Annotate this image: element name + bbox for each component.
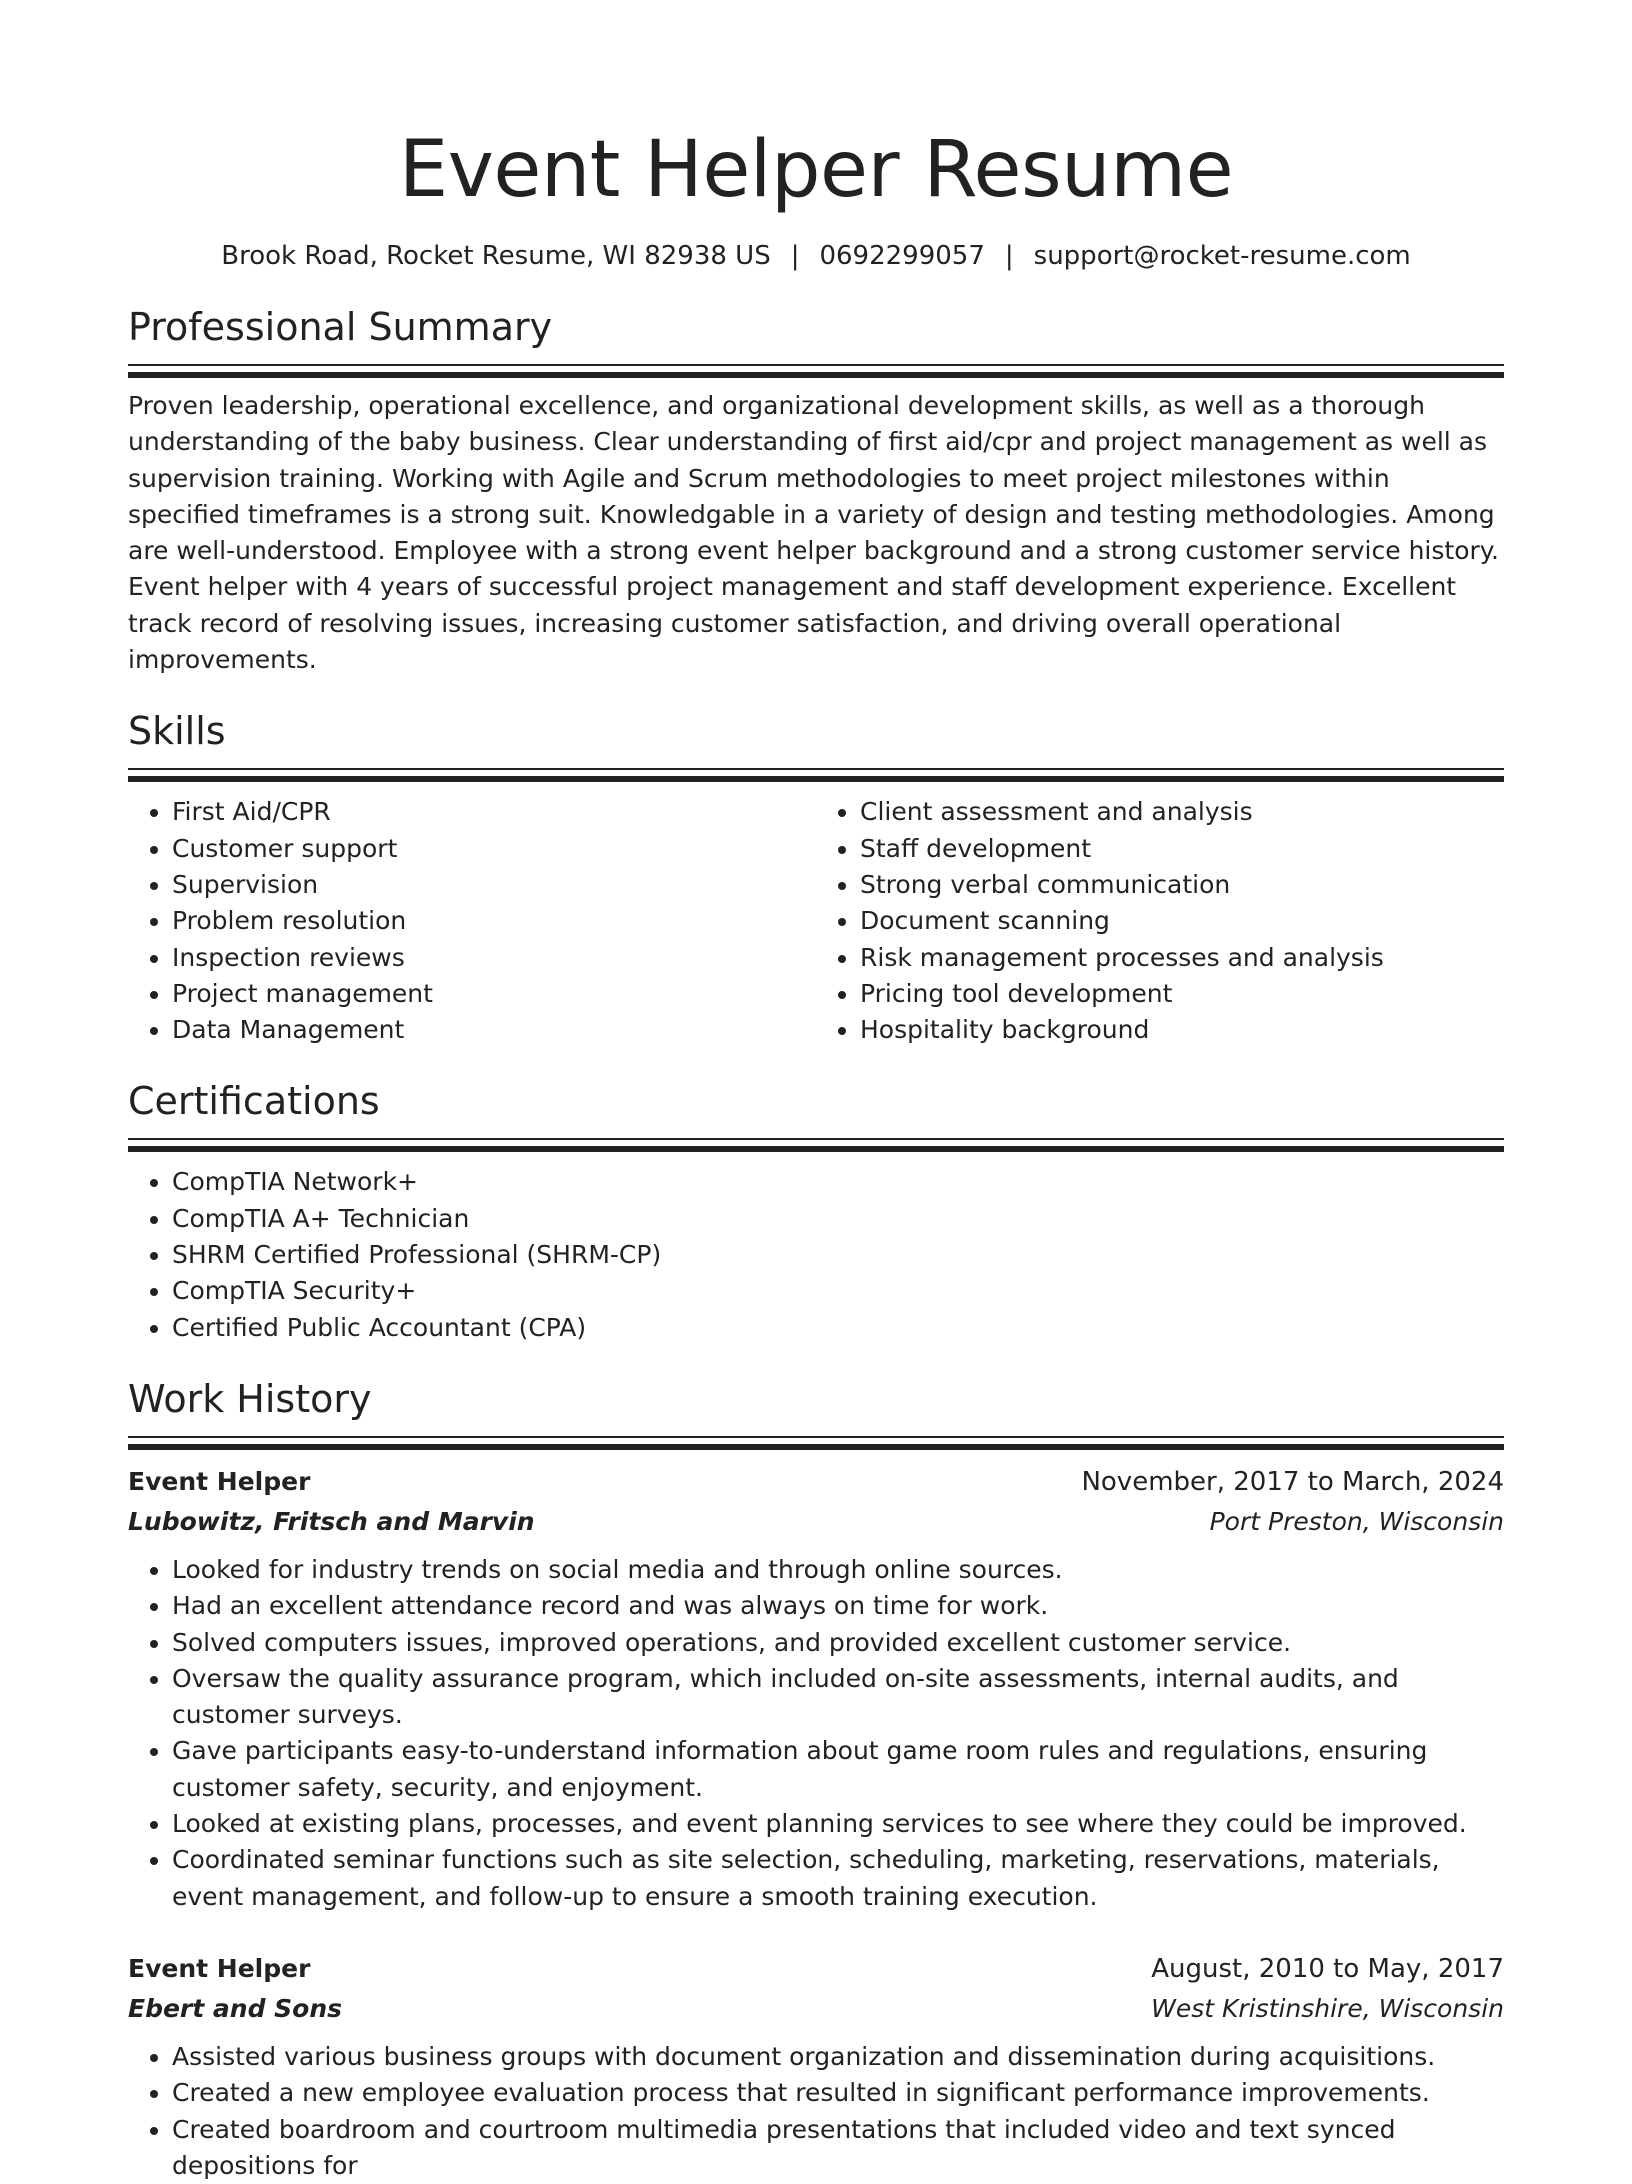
job-duty-item: • Solved computers issues, improved operations, and provided excellent customer service.: [172, 1625, 1504, 1661]
contact-phone: 0692299057: [819, 241, 984, 271]
job-company-row: [128, 1502, 1504, 1542]
skill-item: • Hospitality background: [860, 1012, 1504, 1048]
skills-list-right: [816, 794, 1504, 1048]
skill-item: • Supervision: [172, 867, 816, 903]
certification-item: • CompTIA A+ Technician: [172, 1201, 1504, 1237]
job-title: Event Helper: [128, 1949, 310, 1989]
section-heading: Work History: [128, 1374, 1504, 1424]
skills-grid: [128, 782, 1504, 1048]
section-skills: [128, 706, 1504, 1048]
job-duty-item: • Coordinated seminar functions such as site selection, scheduling, marketing, reservations, materials, event management, and follow-up to ensure a smooth training execution.: [172, 1842, 1504, 1915]
section-divider: [128, 768, 1504, 782]
skill-item: • Client assessment and analysis: [860, 794, 1504, 830]
section-heading: Certifications: [128, 1076, 1504, 1126]
job-duty-item: • Looked at existing plans, processes, and event planning services to see where they could be improved.: [172, 1806, 1504, 1842]
job-header-row: [128, 1462, 1504, 1502]
section-divider: [128, 1138, 1504, 1152]
job-dates: August, 2010 to May, 2017: [1151, 1949, 1504, 1989]
skill-item: • Problem resolution: [172, 903, 816, 939]
job-company: Lubowitz, Fritsch and Marvin: [128, 1502, 535, 1542]
job-entry: [128, 1949, 1504, 2184]
job-location: West Kristinshire, Wisconsin: [1151, 1989, 1504, 2029]
job-location: Port Preston, Wisconsin: [1210, 1502, 1504, 1542]
skill-item: • Project management: [172, 976, 816, 1012]
skill-item: • Pricing tool development: [860, 976, 1504, 1012]
section-certifications: [128, 1076, 1504, 1345]
job-duty-item: • Gave participants easy-to-understand information about game room rules and regulations, ensuring customer safety, security, and enjoyment.: [172, 1733, 1504, 1806]
job-dates: November, 2017 to March, 2024: [1081, 1462, 1504, 1502]
contact-separator: |: [985, 241, 1034, 271]
skill-item: • First Aid/CPR: [172, 794, 816, 830]
certifications-list: [128, 1164, 1504, 1345]
contact-line: [128, 238, 1504, 274]
skill-item: • Customer support: [172, 831, 816, 867]
skill-item: • Data Management: [172, 1012, 816, 1048]
certification-item: • CompTIA Security+: [172, 1273, 1504, 1309]
job-company: Ebert and Sons: [128, 1989, 342, 2029]
job-duty-item: • Created boardroom and courtroom multimedia presentations that included video and text synced depositions for: [172, 2112, 1504, 2184]
job-duty-item: • Looked for industry trends on social media and through online sources.: [172, 1552, 1504, 1588]
section-work-history: [128, 1374, 1504, 2184]
skill-item: • Document scanning: [860, 903, 1504, 939]
job-header-row: [128, 1949, 1504, 1989]
resume-title: Event Helper Resume: [128, 0, 1504, 218]
job-company-row: [128, 1989, 1504, 2029]
certification-item: • CompTIA Network+: [172, 1164, 1504, 1200]
section-professional-summary: [128, 302, 1504, 678]
skill-item: • Staff development: [860, 831, 1504, 867]
job-duty-item: • Oversaw the quality assurance program, which included on-site assessments, internal audits, and customer surveys.: [172, 1661, 1504, 1734]
contact-separator: |: [771, 241, 820, 271]
summary-text: Proven leadership, operational excellence, and organizational development skills, as well as a thorough understanding of the baby business. Clear understanding of first aid/cpr and project management as well as supervision training. Working with Agile and Scrum methodologies to meet project milestones within specified timeframes is a strong suit. Knowledgable in a variety of design and testing methodologies. Among are well-understood. Employee with a strong event helper background and a strong customer service history. Event helper with 4 years of successful project management and staff development experience. Excellent track record of resolving issues, increasing customer satisfaction, and driving overall operational improvements.: [128, 388, 1504, 678]
job-duty-item: • Assisted various business groups with document organization and dissemination during acquisitions.: [172, 2039, 1504, 2075]
contact-email: support@rocket-resume.com: [1034, 241, 1411, 271]
section-divider: [128, 1436, 1504, 1450]
skill-item: • Strong verbal communication: [860, 867, 1504, 903]
skill-item: • Risk management processes and analysis: [860, 940, 1504, 976]
job-entry: [128, 1462, 1504, 1915]
job-duty-item: • Had an excellent attendance record and was always on time for work.: [172, 1588, 1504, 1624]
job-duties-list: [128, 2039, 1504, 2184]
job-duty-item: • Created a new employee evaluation process that resulted in significant performance improvements.: [172, 2075, 1504, 2111]
section-divider: [128, 364, 1504, 378]
certification-item: • SHRM Certified Professional (SHRM-CP): [172, 1237, 1504, 1273]
job-title: Event Helper: [128, 1462, 310, 1502]
job-duties-list: [128, 1552, 1504, 1915]
certification-item: • Certified Public Accountant (CPA): [172, 1310, 1504, 1346]
skills-list-left: [128, 794, 816, 1048]
section-heading: Professional Summary: [128, 302, 1504, 352]
section-heading: Skills: [128, 706, 1504, 756]
contact-address: Brook Road, Rocket Resume, WI 82938 US: [221, 241, 770, 271]
skill-item: • Inspection reviews: [172, 940, 816, 976]
